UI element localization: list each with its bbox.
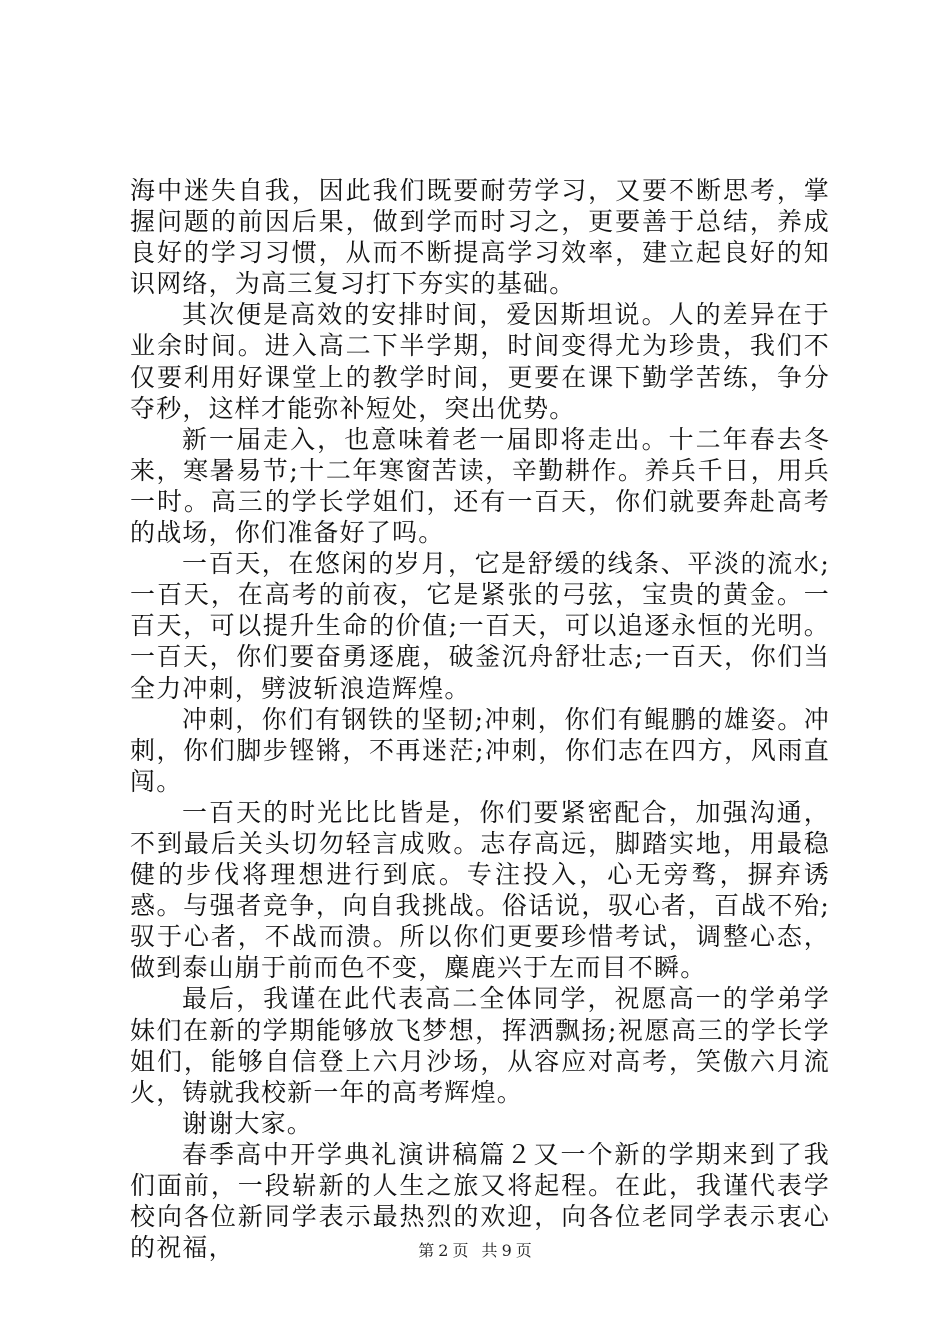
paragraph-8: 谢谢大家。 xyxy=(182,1108,314,1138)
paragraph-5: 冲刺，你们有钢铁的坚韧;冲刺，你们有鲲鹏的雄姿。冲刺，你们脚步铿锵，不再迷茫;冲刺，你们志在四方，风雨直闯。 xyxy=(130,704,830,796)
page-footer xyxy=(0,1238,950,1261)
paragraph-3: 新一届走入，也意味着老一届即将走出。十二年春去冬来，寒暑易节;十二年寒窗苦读，辛勤耕作。养兵千日，用兵一时。高三的学长学姐们，还有一百天，你们就要奔赴高考的战场，你们准备好了吗。 xyxy=(130,424,830,548)
paragraph-1: 海中迷失自我，因此我们既要耐劳学习，又要不断思考，掌握问题的前因后果，做到学而时习之，更要善于总结，养成良好的学习习惯，从而不断提高学习效率，建立起良好的知识网络，为高三复习打下夯实的基础。 xyxy=(130,176,830,299)
total-pages xyxy=(480,1241,534,1260)
page-number xyxy=(416,1241,470,1260)
paragraph-6: 一百天的时光比比皆是，你们要紧密配合，加强沟通，不到最后关头切勿轻言成败。志存高远，脚踏实地，用最稳健的步伐将理想进行到底。专注投入，心无旁骛，摒弃诱惑。与强者竞争，向自我挑战。俗话说，驭心者，百战不殆;驭于心者，不战而溃。所以你们更要珍惜考试，调整心态，做到泰山崩于前而色不变，麋鹿兴于左而目不瞬。 xyxy=(130,797,830,983)
total-suffix: 页 xyxy=(515,1241,532,1260)
total-prefix: 共 xyxy=(481,1241,498,1260)
paragraph-7: 最后，我谨在此代表高二全体同学，祝愿高一的学弟学妹们在新的学期能够放飞梦想，挥洒飘扬;祝愿高三的学长学姐们，能够自信登上六月沙场，从容应对高考，笑傲六月流火，铸就我校新一年的高考辉煌。 xyxy=(130,984,830,1107)
paragraph-4: 一百天，在悠闲的岁月，它是舒缓的线条、平淡的流水;一百天，在高考的前夜，它是紧张的弓弦，宝贵的黄金。一百天，可以提升生命的价值;一百天，可以追逐永恒的光明。一百天，你们要奋勇逐鹿，破釜沉舟舒壮志;一百天，你们当全力冲刺，劈波斩浪造辉煌。 xyxy=(130,549,830,703)
paragraph-9: 春季高中开学典礼演讲稿篇２又一个新的学期来到了我们面前，一段崭新的人生之旅又将起程。在此，我谨代表学校向各位新同学表示最热烈的欢迎，向各位老同学表示衷心的祝福， xyxy=(130,1139,830,1263)
total-count: 9 xyxy=(501,1241,512,1260)
document-body xyxy=(130,175,830,1263)
page-prefix: 第 xyxy=(418,1241,435,1260)
current-page: 2 xyxy=(438,1241,449,1260)
page-suffix: 页 xyxy=(452,1241,469,1260)
paragraph-2: 其次便是高效的安排时间，爱因斯坦说。人的差异在于业余时间。进入高二下半学期，时间变得尤为珍贵，我们不仅要利用好课堂上的教学时间，更要在课下勤学苦练，争分夺秒，这样才能弥补短处，突出优势。 xyxy=(130,300,830,423)
